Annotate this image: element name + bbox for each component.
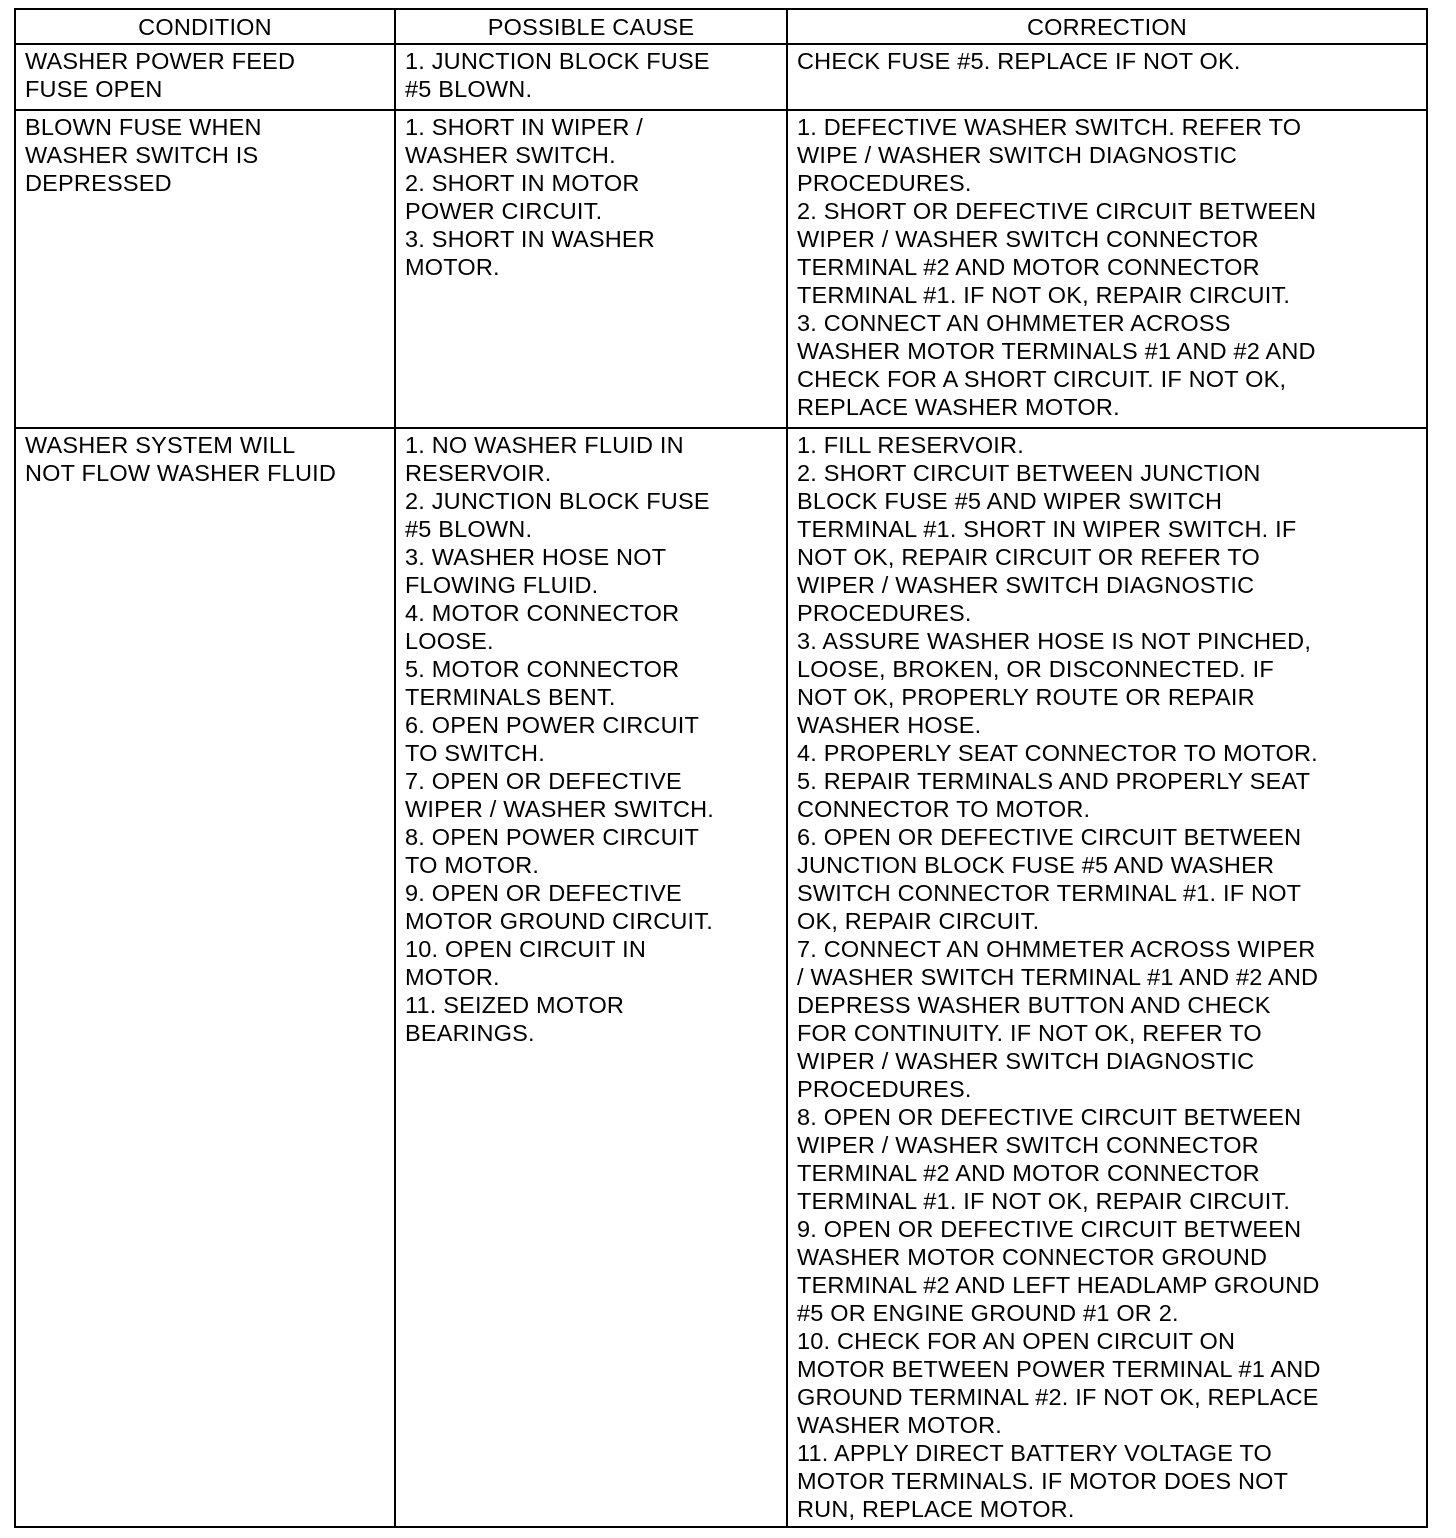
cell-text-line: FOR CONTINUITY. IF NOT OK, REFER TO <box>797 1020 1262 1046</box>
cell-text-line: 11. SEIZED MOTOR <box>405 992 625 1018</box>
cell-text-line: REPLACE WASHER MOTOR. <box>797 394 1120 420</box>
condition-cell <box>15 428 395 1527</box>
cell-text-line: RUN, REPLACE MOTOR. <box>797 1496 1075 1522</box>
cell-text-line: 8. OPEN OR DEFECTIVE CIRCUIT BETWEEN <box>797 1104 1302 1130</box>
cell-text-line: 9. OPEN OR DEFECTIVE <box>405 880 682 906</box>
cell-text-line: FLOWING FLUID. <box>405 572 599 598</box>
cell-text-line: WIPER / WASHER SWITCH DIAGNOSTIC <box>797 1048 1255 1074</box>
cell-text-line: 10. CHECK FOR AN OPEN CIRCUIT ON <box>797 1328 1236 1354</box>
cell-text-line: FUSE OPEN <box>25 76 163 102</box>
cell-text-line: TERMINAL #2 AND LEFT HEADLAMP GROUND <box>797 1272 1320 1298</box>
cell-text-line: NOT OK, PROPERLY ROUTE OR REPAIR <box>797 684 1255 710</box>
cell-text-line: WASHER POWER FEED <box>25 48 296 74</box>
cell-text-line: NOT OK, REPAIR CIRCUIT OR REFER TO <box>797 544 1260 570</box>
header-condition: CONDITION <box>15 9 395 44</box>
correction-cell <box>787 44 1427 110</box>
cell-text-line: 5. MOTOR CONNECTOR <box>405 656 680 682</box>
cell-text-line: PROCEDURES. <box>797 600 972 626</box>
cell-text-line: WASHER SWITCH IS <box>25 142 259 168</box>
cell-text-line: MOTOR BETWEEN POWER TERMINAL #1 AND <box>797 1356 1321 1382</box>
cell-text-line: CHECK FUSE #5. REPLACE IF NOT OK. <box>797 48 1241 74</box>
cell-text-line: MOTOR GROUND CIRCUIT. <box>405 908 713 934</box>
cell-text-line: WIPER / WASHER SWITCH. <box>405 796 715 822</box>
cell-text-line: GROUND TERMINAL #2. IF NOT OK, REPLACE <box>797 1384 1319 1410</box>
cell-text-line: WIPER / WASHER SWITCH DIAGNOSTIC <box>797 572 1255 598</box>
cell-text-line: 1. NO WASHER FLUID IN <box>405 432 684 458</box>
cell-text-line: 6. OPEN OR DEFECTIVE CIRCUIT BETWEEN <box>797 824 1302 850</box>
possible-cause-cell <box>395 428 787 1527</box>
possible-cause-cell <box>395 110 787 428</box>
cell-text-line: TERMINAL #2 AND MOTOR CONNECTOR <box>797 254 1260 280</box>
cell-text-line: LOOSE. <box>405 628 494 654</box>
cell-text-line: 9. OPEN OR DEFECTIVE CIRCUIT BETWEEN <box>797 1216 1302 1242</box>
cell-text-line: PROCEDURES. <box>797 1076 972 1102</box>
condition-cell <box>15 110 395 428</box>
header-correction: CORRECTION <box>787 9 1427 44</box>
cell-text-line: MOTOR TERMINALS. IF MOTOR DOES NOT <box>797 1468 1289 1494</box>
cell-text-line: BEARINGS. <box>405 1020 535 1046</box>
cell-text-line: 2. SHORT OR DEFECTIVE CIRCUIT BETWEEN <box>797 198 1317 224</box>
cell-text-line: LOOSE, BROKEN, OR DISCONNECTED. IF <box>797 656 1274 682</box>
cell-text-line: 3. SHORT IN WASHER <box>405 226 655 252</box>
cell-text-line: WASHER MOTOR TERMINALS #1 AND #2 AND <box>797 338 1316 364</box>
cell-text-line: WASHER MOTOR. <box>797 1412 1002 1438</box>
cell-text-line: 3. ASSURE WASHER HOSE IS NOT PINCHED, <box>797 628 1312 654</box>
cell-text-line: NOT FLOW WASHER FLUID <box>25 460 337 486</box>
cell-text-line: WASHER SWITCH. <box>405 142 616 168</box>
cell-text-line: WASHER SYSTEM WILL <box>25 432 296 458</box>
cell-text-line: 4. PROPERLY SEAT CONNECTOR TO MOTOR. <box>797 740 1318 766</box>
cell-text-line: WASHER MOTOR CONNECTOR GROUND <box>797 1244 1268 1270</box>
cell-text-line: 5. REPAIR TERMINALS AND PROPERLY SEAT <box>797 768 1311 794</box>
cell-text-line: #5 OR ENGINE GROUND #1 OR 2. <box>797 1300 1179 1326</box>
diagnosis-table <box>14 8 1428 1528</box>
cell-text-line: OK, REPAIR CIRCUIT. <box>797 908 1040 934</box>
cell-text-line: TO MOTOR. <box>405 852 540 878</box>
cell-text-line: WIPER / WASHER SWITCH CONNECTOR <box>797 226 1259 252</box>
cell-text-line: TERMINALS BENT. <box>405 684 616 710</box>
cell-text-line: TO SWITCH. <box>405 740 545 766</box>
table-row <box>15 110 1427 428</box>
condition-cell <box>15 44 395 110</box>
cell-text-line: RESERVOIR. <box>405 460 552 486</box>
cell-text-line: TERMINAL #2 AND MOTOR CONNECTOR <box>797 1160 1260 1186</box>
cell-text-line: WIPE / WASHER SWITCH DIAGNOSTIC <box>797 142 1238 168</box>
cell-text-line: BLOCK FUSE #5 AND WIPER SWITCH <box>797 488 1223 514</box>
cell-text-line: 4. MOTOR CONNECTOR <box>405 600 680 626</box>
cell-text-line: WASHER HOSE. <box>797 712 982 738</box>
cell-text-line: #5 BLOWN. <box>405 76 533 102</box>
cell-text-line: #5 BLOWN. <box>405 516 533 542</box>
cell-text-line: 1. JUNCTION BLOCK FUSE <box>405 48 710 74</box>
cell-text-line: DEPRESS WASHER BUTTON AND CHECK <box>797 992 1271 1018</box>
cell-text-line: POWER CIRCUIT. <box>405 198 603 224</box>
correction-cell <box>787 428 1427 1527</box>
cell-text-line: MOTOR. <box>405 254 500 280</box>
cell-text-line: 1. FILL RESERVOIR. <box>797 432 1024 458</box>
cell-text-line: 7. CONNECT AN OHMMETER ACROSS WIPER <box>797 936 1316 962</box>
cell-text-line: 2. SHORT CIRCUIT BETWEEN JUNCTION <box>797 460 1261 486</box>
cell-text-line: MOTOR. <box>405 964 500 990</box>
cell-text-line: 2. JUNCTION BLOCK FUSE <box>405 488 710 514</box>
cell-text-line: PROCEDURES. <box>797 170 972 196</box>
cell-text-line: / WASHER SWITCH TERMINAL #1 AND #2 AND <box>797 964 1319 990</box>
cell-text-line: 1. DEFECTIVE WASHER SWITCH. REFER TO <box>797 114 1302 140</box>
cell-text-line: 7. OPEN OR DEFECTIVE <box>405 768 682 794</box>
cell-text-line: JUNCTION BLOCK FUSE #5 AND WASHER <box>797 852 1275 878</box>
header-row <box>15 9 1427 44</box>
cell-text-line: DEPRESSED <box>25 170 172 196</box>
possible-cause-cell <box>395 44 787 110</box>
correction-cell <box>787 110 1427 428</box>
cell-text-line: 6. OPEN POWER CIRCUIT <box>405 712 700 738</box>
cell-text-line: TERMINAL #1. IF NOT OK, REPAIR CIRCUIT. <box>797 282 1291 308</box>
header-possible-cause: POSSIBLE CAUSE <box>395 9 787 44</box>
cell-text-line: CONNECTOR TO MOTOR. <box>797 796 1091 822</box>
cell-text-line: TERMINAL #1. SHORT IN WIPER SWITCH. IF <box>797 516 1297 542</box>
table-row <box>15 428 1427 1527</box>
cell-text-line: SWITCH CONNECTOR TERMINAL #1. IF NOT <box>797 880 1302 906</box>
cell-text-line: 2. SHORT IN MOTOR <box>405 170 640 196</box>
cell-text-line: WIPER / WASHER SWITCH CONNECTOR <box>797 1132 1259 1158</box>
cell-text-line: CHECK FOR A SHORT CIRCUIT. IF NOT OK, <box>797 366 1287 392</box>
table-row <box>15 44 1427 110</box>
cell-text-line: BLOWN FUSE WHEN <box>25 114 262 140</box>
cell-text-line: 11. APPLY DIRECT BATTERY VOLTAGE TO <box>797 1440 1273 1466</box>
cell-text-line: 8. OPEN POWER CIRCUIT <box>405 824 700 850</box>
cell-text-line: 1. SHORT IN WIPER / <box>405 114 643 140</box>
cell-text-line: 10. OPEN CIRCUIT IN <box>405 936 647 962</box>
cell-text-line: TERMINAL #1. IF NOT OK, REPAIR CIRCUIT. <box>797 1188 1291 1214</box>
cell-text-line: 3. WASHER HOSE NOT <box>405 544 667 570</box>
cell-text-line: 3. CONNECT AN OHMMETER ACROSS <box>797 310 1231 336</box>
